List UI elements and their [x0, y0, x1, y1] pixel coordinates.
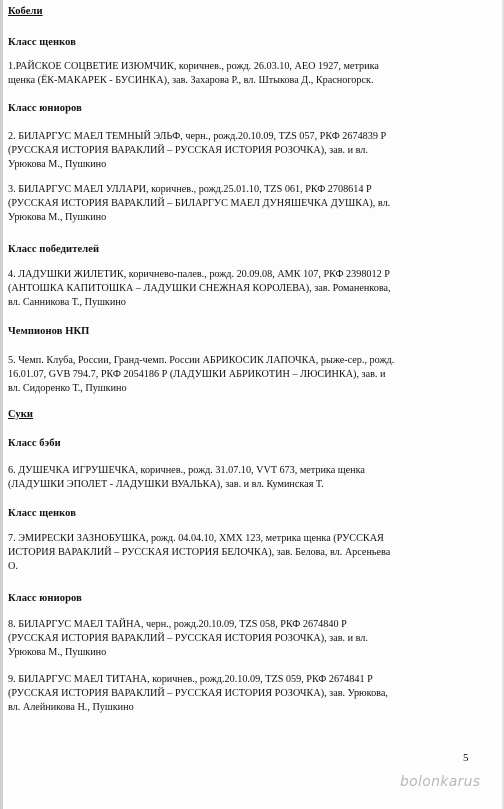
entry-line: Урюкова М., Пушкино — [8, 212, 107, 223]
entry-line: Урюкова М., Пушкино — [8, 647, 107, 658]
entry-line: 16.01.07, GVB 794.7, РКФ 2054186 Р (ЛАДУШКИ АБРИКОТИН – ЛЮСИНКА), зав. и — [8, 369, 386, 380]
entry-line: (РУССКАЯ ИСТОРИЯ ВАРАКЛИЙ – РУССКАЯ ИСТОРИЯ РОЗОЧКА), зав. Урюкова, — [8, 688, 388, 699]
class-heading-junior: Класс юниоров — [8, 103, 82, 114]
entry-line: ИСТОРИЯ ВАРАКЛИЙ – РУССКАЯ ИСТОРИЯ БЕЛОЧКА), зав. Белова, вл. Арсеньева — [8, 547, 391, 558]
entry-line: 1.РАЙСКОЕ СОЦВЕТИЕ ИЗЮМЧИК, коричнев., рожд. 26.03.10, АЕО 1927, метрика — [8, 61, 379, 72]
entry-line: 9. БИЛАРГУС МАЕЛ ТИТАНА, коричнев., рожд.20.10.09, TZS 059, РКФ 2674841 Р — [8, 674, 373, 685]
entry-line: (АНТОШКА КАПИТОШКА – ЛАДУШКИ СНЕЖНАЯ КОРОЛЕВА), зав. Романенкова, — [8, 283, 391, 294]
class-heading-baby: Класс бэби — [8, 438, 61, 449]
entry-3 — [8, 183, 480, 225]
entry-7 — [8, 532, 480, 574]
entry-line: 8. БИЛАРГУС МАЕЛ ТАЙНА, черн., рожд.20.10.09, TZS 058, РКФ 2674840 Р — [8, 619, 347, 630]
class-heading-puppy-females: Класс щенков — [8, 508, 77, 519]
class-heading-puppy: Класс щенков — [8, 37, 77, 48]
entry-9 — [8, 673, 480, 715]
entry-line: 6. ДУШЕЧКА ИГРУШЕЧКА, коричнев., рожд. 31.07.10, VVT 673, метрика щенка — [8, 465, 365, 476]
entry-5 — [8, 354, 480, 396]
entry-line: 7. ЭМИРЕСКИ ЗАЗНОБУШКА, рожд. 04.04.10, XMX 123, метрика щенка (РУССКАЯ — [8, 533, 384, 544]
watermark: bolonkarus — [400, 774, 481, 790]
entry-2 — [8, 130, 480, 172]
entry-line: (РУССКАЯ ИСТОРИЯ ВАРАКЛИЙ – БИЛАРГУС МАЕЛ ДУНЯШЕЧКА ДУШКА), вл. — [8, 198, 391, 209]
entry-line: 4. ЛАДУШКИ ЖИЛЕТИК, коричнево-палев., рожд. 20.09.08, АМК 107, РКФ 2398012 Р — [8, 269, 390, 280]
entry-line: (РУССКАЯ ИСТОРИЯ ВАРАКЛИЙ – РУССКАЯ ИСТОРИЯ РОЗОЧКА), зав. и вл. — [8, 633, 368, 644]
entry-1 — [8, 60, 480, 88]
entry-line: вл. Алейникова Н., Пушкино — [8, 702, 134, 713]
entry-line: вл. Санникова Т., Пушкино — [8, 297, 126, 308]
entry-line: 5. Чемп. Клуба, России, Гранд-чемп. России АБРИКОСИК ЛАПОЧКА, рыже-сер., рожд. — [8, 355, 395, 366]
entry-line: вл. Сидоренко Т., Пушкино — [8, 383, 127, 394]
section-heading-males: Кобели — [8, 6, 43, 17]
scan-edge-left — [0, 0, 3, 809]
entry-line: щенка (ЁК-МАКАРЕК - БУСИНКА), зав. Захарова Р., вл. Штыкова Д., Красногорск. — [8, 75, 374, 86]
entry-line: 3. БИЛАРГУС МАЕЛ УЛЛАРИ, коричнев., рожд.25.01.10, TZS 061, РКФ 2708614 Р — [8, 184, 372, 195]
entry-line: О. — [8, 561, 18, 572]
page-number: 5 — [463, 752, 469, 764]
section-heading-females: Суки — [8, 409, 34, 420]
entry-line: (РУССКАЯ ИСТОРИЯ ВАРАКЛИЙ – РУССКАЯ ИСТОРИЯ РОЗОЧКА), зав. и вл. — [8, 145, 368, 156]
class-heading-winners: Класс победителей — [8, 244, 100, 255]
entry-line: 2. БИЛАРГУС МАЕЛ ТЕМНЫЙ ЭЛЬФ, черн., рожд.20.10.09, TZS 057, РКФ 2674839 Р — [8, 131, 387, 142]
class-heading-junior-females: Класс юниоров — [8, 593, 82, 604]
entry-4 — [8, 268, 480, 310]
class-heading-champions: Чемпионов НКП — [8, 326, 90, 337]
entry-line: Урюкова М., Пушкино — [8, 159, 107, 170]
entry-line: (ЛАДУШКИ ЭПОЛЕТ - ЛАДУШКИ ВУАЛЬКА), зав. и вл. Куминская Т. — [8, 479, 324, 490]
entry-6 — [8, 464, 480, 492]
entry-8 — [8, 618, 480, 660]
